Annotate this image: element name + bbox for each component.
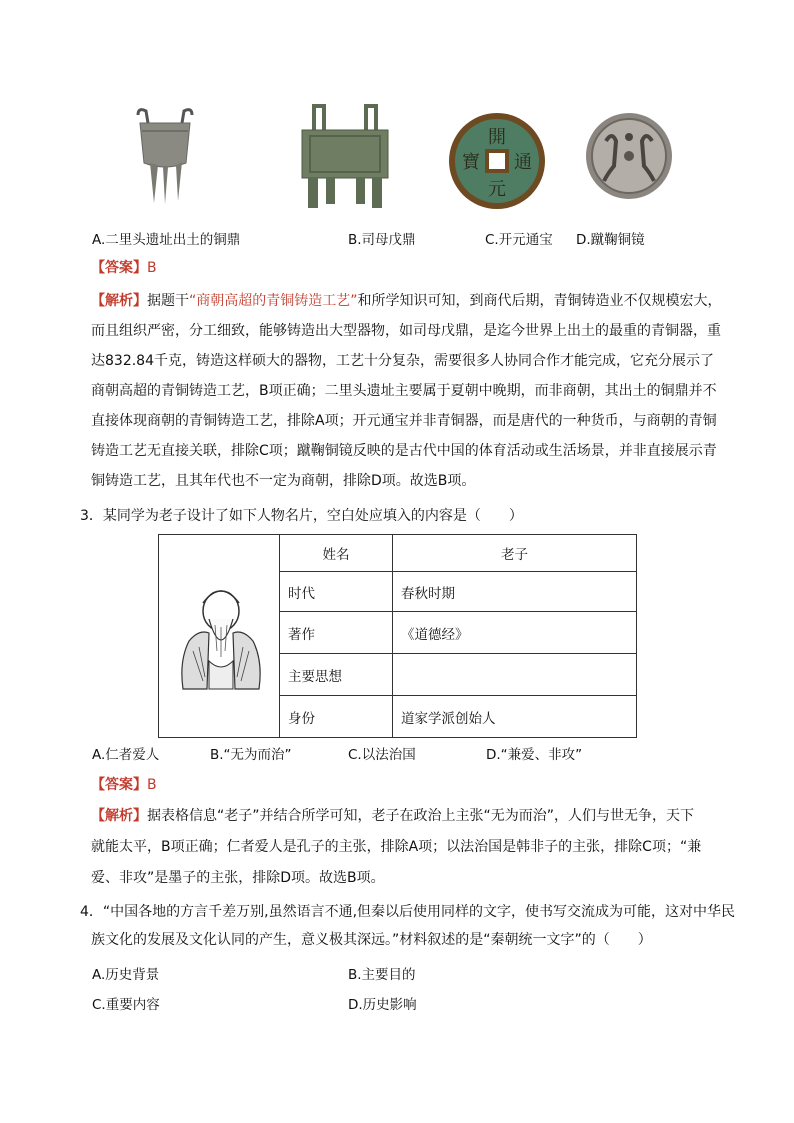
coin-char-bottom: 元 xyxy=(488,179,506,200)
coin-char-top: 開 xyxy=(488,127,506,148)
erlitou-bronze-ding-image xyxy=(130,105,200,205)
q2-answer xyxy=(91,258,731,278)
card-label-era: 时代 xyxy=(280,572,393,612)
q2-analysis-line-7: 铜铸造工艺，且其年代也不一定为商朝，排除D项。故选B项。 xyxy=(91,473,476,489)
q2-option-c: C.开元通宝 xyxy=(485,232,553,248)
coin-char-right: 通 xyxy=(514,152,532,173)
cuju-bronze-mirror-image xyxy=(584,111,674,201)
q3-analysis-line-2: 就能太平，B项正确；仁者爱人是孔子的主张，排除A项；以法治国是韩非子的主张，排除C项；“兼 xyxy=(91,839,702,855)
q2-analysis-line-3: 达832.84千克，铸造这样硕大的器物，工艺十分复杂，需要很多人协同合作才能完成，它充分展示了 xyxy=(91,353,714,369)
laozi-profile-card xyxy=(158,534,637,738)
q4-option-a: A.历史背景 xyxy=(92,967,160,983)
card-value-name: 老子 xyxy=(393,535,637,572)
q3-stem: 3．某同学为老子设计了如下人物名片，空白处应填入的内容是（ ） xyxy=(80,508,523,524)
card-value-identity: 道家学派创始人 xyxy=(393,696,637,738)
coin-char-left: 寶 xyxy=(462,152,480,173)
q4-option-c: C.重要内容 xyxy=(92,997,160,1013)
card-value-era: 春秋时期 xyxy=(393,572,637,612)
answer-value: B xyxy=(147,260,157,276)
q2-analysis-line-4: 商朝高超的青铜铸造工艺，B项正确；二里头遗址主要属于夏朝中晚期，而非商朝，其出土的铜鼎并不 xyxy=(91,383,717,399)
q2-option-b: B.司母戊鼎 xyxy=(348,232,416,248)
analysis-text: 据题干“商朝高超的青铜铸造工艺”和所学知识可知，到商代后期，青铜铸造业不仅规模宏大， xyxy=(147,293,722,309)
q3-option-a: A.仁者爱人 xyxy=(92,747,160,763)
q3-option-b: B.“无为而治” xyxy=(210,747,292,763)
card-label-identity: 身份 xyxy=(280,696,393,738)
laozi-portrait-cell xyxy=(159,535,280,738)
q3-option-c: C.以法治国 xyxy=(348,747,416,763)
q2-analysis-line-2: 而且组织严密，分工细致，能够铸造出大型器物，如司母戊鼎，是迄今世界上出土的最重的青铜器，重 xyxy=(91,323,721,339)
q3-answer xyxy=(91,775,731,795)
analysis-text: 据表格信息“老子”并结合所学可知，老子在政治上主张“无为而治”，人们与世无争，天下 xyxy=(147,808,695,824)
q3-analysis-line-3: 爱、非攻”是墨子的主张，排除D项。故选B项。 xyxy=(91,870,385,886)
card-label-name: 姓名 xyxy=(280,535,393,572)
q4-option-b: B.主要目的 xyxy=(348,967,416,983)
card-value-works: 《道德经》 xyxy=(393,612,637,654)
kaiyuan-tongbao-coin-image xyxy=(447,111,547,211)
q2-analysis-line-6: 铸造工艺无直接关联，排除C项；蹴鞠铜镜反映的是古代中国的体育活动或生活场景，并非直接展示青 xyxy=(91,443,717,459)
card-label-thought: 主要思想 xyxy=(280,654,393,696)
card-label-works: 著作 xyxy=(280,612,393,654)
q4-option-d: D.历史影响 xyxy=(348,997,417,1013)
q4-stem-line-1: 4．“中国各地的方言千差万别,虽然语言不通,但秦以后使用同样的文字，使书写交流成为可能，这对中华民 xyxy=(80,904,736,920)
q3-option-d: D.“兼爱、非攻” xyxy=(486,747,583,763)
simuwu-ding-image xyxy=(296,104,394,210)
q4-stem-line-2: 族文化的发展及文化认同的产生，意义极其深远。”材料叙述的是“秦朝统一文字”的（ ） xyxy=(91,932,652,948)
analysis-label: 【解析】 xyxy=(91,808,147,824)
analysis-label: 【解析】 xyxy=(91,293,147,309)
answer-label: 【答案】 xyxy=(91,260,147,276)
q3-analysis-line-1 xyxy=(91,806,731,826)
card-value-thought-blank xyxy=(393,654,637,696)
answer-label: 【答案】 xyxy=(91,777,147,793)
q2-analysis-line-1 xyxy=(91,291,731,311)
answer-value: B xyxy=(147,777,157,793)
q2-option-d: D.蹴鞠铜镜 xyxy=(576,232,645,248)
q2-option-a: A.二里头遗址出土的铜鼎 xyxy=(92,232,241,248)
q2-analysis-line-5: 直接体现商朝的青铜铸造工艺，排除A项；开元通宝并非青铜器，而是唐代的一种货币，与商朝的青铜 xyxy=(91,413,717,429)
laozi-portrait-image xyxy=(159,581,279,691)
